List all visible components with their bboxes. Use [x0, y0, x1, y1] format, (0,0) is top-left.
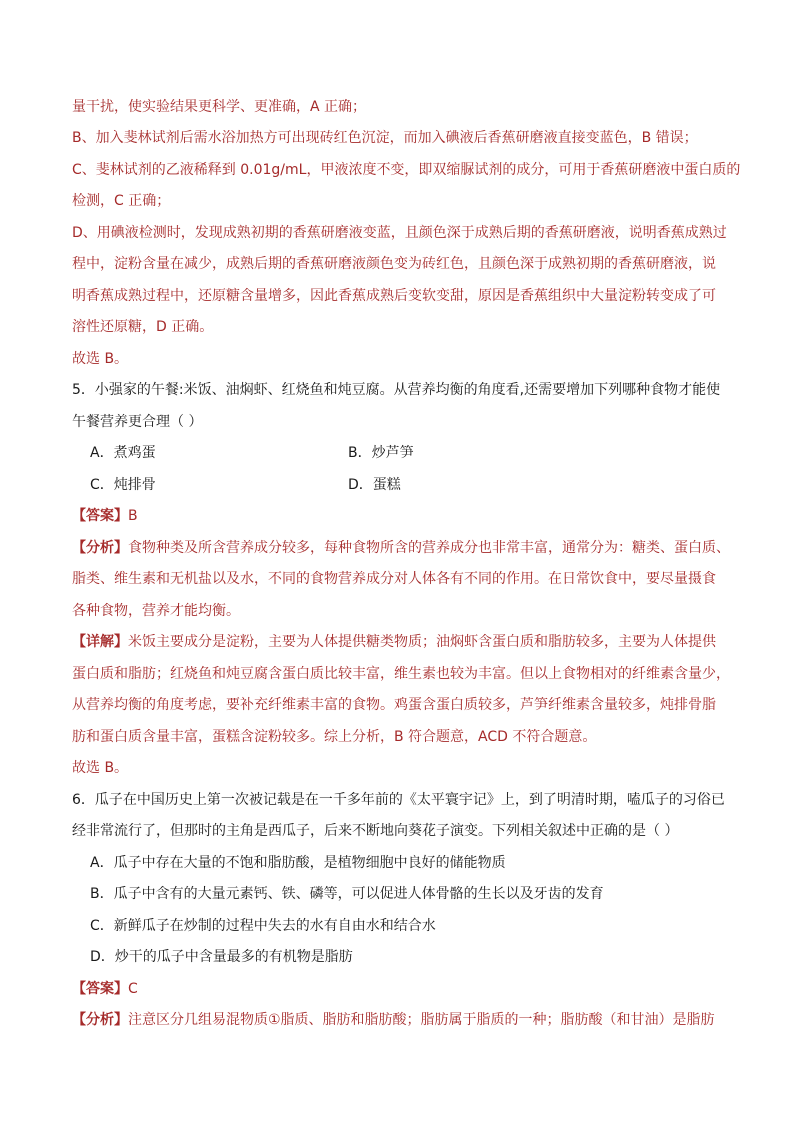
analysis-text: 注意区分几组易混物质①脂质、脂肪和脂肪酸；脂肪属于脂质的一种；脂肪酸（和甘油）是脂肪 — [128, 1012, 715, 1028]
analysis-tag: 【分析】 — [72, 540, 128, 556]
detail-line: 肪和蛋白质含量丰富，蛋糕含淀粉较多。综上分析，B 符合题意，ACD 不符合题意。 — [72, 729, 597, 745]
question-6-stem: 经非常流行了，但那时的主角是西瓜子，后来不断地向葵花子演变。下列相关叙述中正确的是（ ） — [72, 823, 679, 839]
answer-tag: 【答案】 — [72, 981, 128, 997]
answer-line: 程中，淀粉含量在减少，成熟后期的香蕉研磨液颜色变为砖红色，且颜色深于成熟初期的香蕉研磨液，说 — [72, 256, 716, 272]
question-5-analysis — [72, 537, 730, 559]
question-5-stem: 午餐营养更合理（ ） — [72, 414, 203, 430]
analysis-tag: 【分析】 — [72, 1012, 128, 1028]
answer-tag: 【答案】 — [72, 508, 128, 524]
answer-line: 检测，C 正确； — [72, 193, 171, 209]
answer-line: C、斐林试剂的乙液稀释到 0.01g/mL，甲液浓度不变，即双缩脲试剂的成分，可用于香蕉研磨液中蛋白质的 — [72, 162, 741, 178]
answer-line: B、加入斐林试剂后需水浴加热方可出现砖红色沉淀，而加入碘液后香蕉研磨液直接变蓝色，B 错误； — [72, 130, 698, 146]
question-5-detail — [72, 631, 716, 653]
answer-line: 明香蕉成熟过程中，还原糖含量增多，因此香蕉成熟后变软变甜，原因是香蕉组织中大量淀粉转变成了可 — [72, 288, 716, 304]
conclusion-line: 故选 B。 — [72, 351, 129, 367]
conclusion-line: 故选 B。 — [72, 760, 129, 776]
detail-text: 米饭主要成分是淀粉，主要为人体提供糖类物质；油焖虾含蛋白质和脂肪较多，主要为人体提供 — [128, 634, 716, 650]
detail-line: 从营养均衡的角度考虑，要补充纤维素丰富的食物。鸡蛋含蛋白质较多，芦笋纤维素含量较多，炖排骨脂 — [72, 697, 716, 713]
detail-line: 蛋白质和脂肪；红烧鱼和炖豆腐含蛋白质比较丰富，维生素也较为丰富。但以上食物相对的纤维素含量少， — [72, 666, 730, 682]
detail-tag: 【详解】 — [72, 634, 128, 650]
question-5-option-a: A．煮鸡蛋 — [90, 445, 156, 461]
question-5-option-d: D．蛋糕 — [348, 477, 401, 493]
answer-value: B — [128, 508, 138, 524]
answer-line: 溶性还原糖，D 正确。 — [72, 319, 214, 335]
analysis-line: 脂类、维生素和无机盐以及水，不同的食物营养成分对人体各有不同的作用。在日常饮食中，要尽量摄食 — [72, 571, 716, 587]
answer-value: C — [128, 981, 138, 997]
question-6-option-b: B．瓜子中含有的大量元素钙、铁、磷等，可以促进人体骨骼的生长以及牙齿的发育 — [90, 886, 604, 902]
question-5-option-b: B．炒芦笋 — [348, 445, 414, 461]
answer-line: D、用碘液检测时，发现成熟初期的香蕉研磨液变蓝，且颜色深于成熟后期的香蕉研磨液，说明香蕉成熟过 — [72, 225, 727, 241]
question-6-stem: 6．瓜子在中国历史上第一次被记载是在一千多年前的《太平寰宇记》上，到了明清时期，嗑瓜子的习俗已 — [72, 792, 725, 808]
question-5-stem: 5．小强家的午餐:米饭、油焖虾、红烧鱼和炖豆腐。从营养均衡的角度看,还需要增加下列哪种食物才能使 — [72, 382, 721, 398]
question-5-option-c: C．炖排骨 — [90, 477, 156, 493]
question-5-answer — [72, 505, 138, 527]
answer-line: 量干扰，使实验结果更科学、更准确，A 正确； — [72, 99, 367, 115]
analysis-line: 各种食物，营养才能均衡。 — [72, 603, 240, 619]
question-6-answer — [72, 978, 138, 1000]
question-6-option-a: A．瓜子中存在大量的不饱和脂肪酸，是植物细胞中良好的储能物质 — [90, 855, 506, 871]
question-6-analysis — [72, 1009, 715, 1031]
question-6-option-d: D．炒干的瓜子中含量最多的有机物是脂肪 — [90, 949, 353, 965]
analysis-text: 食物种类及所含营养成分较多，每种食物所含的营养成分也非常丰富，通常分为：糖类、蛋白质、 — [128, 540, 730, 556]
question-6-option-c: C．新鲜瓜子在炒制的过程中失去的水有自由水和结合水 — [90, 918, 436, 934]
